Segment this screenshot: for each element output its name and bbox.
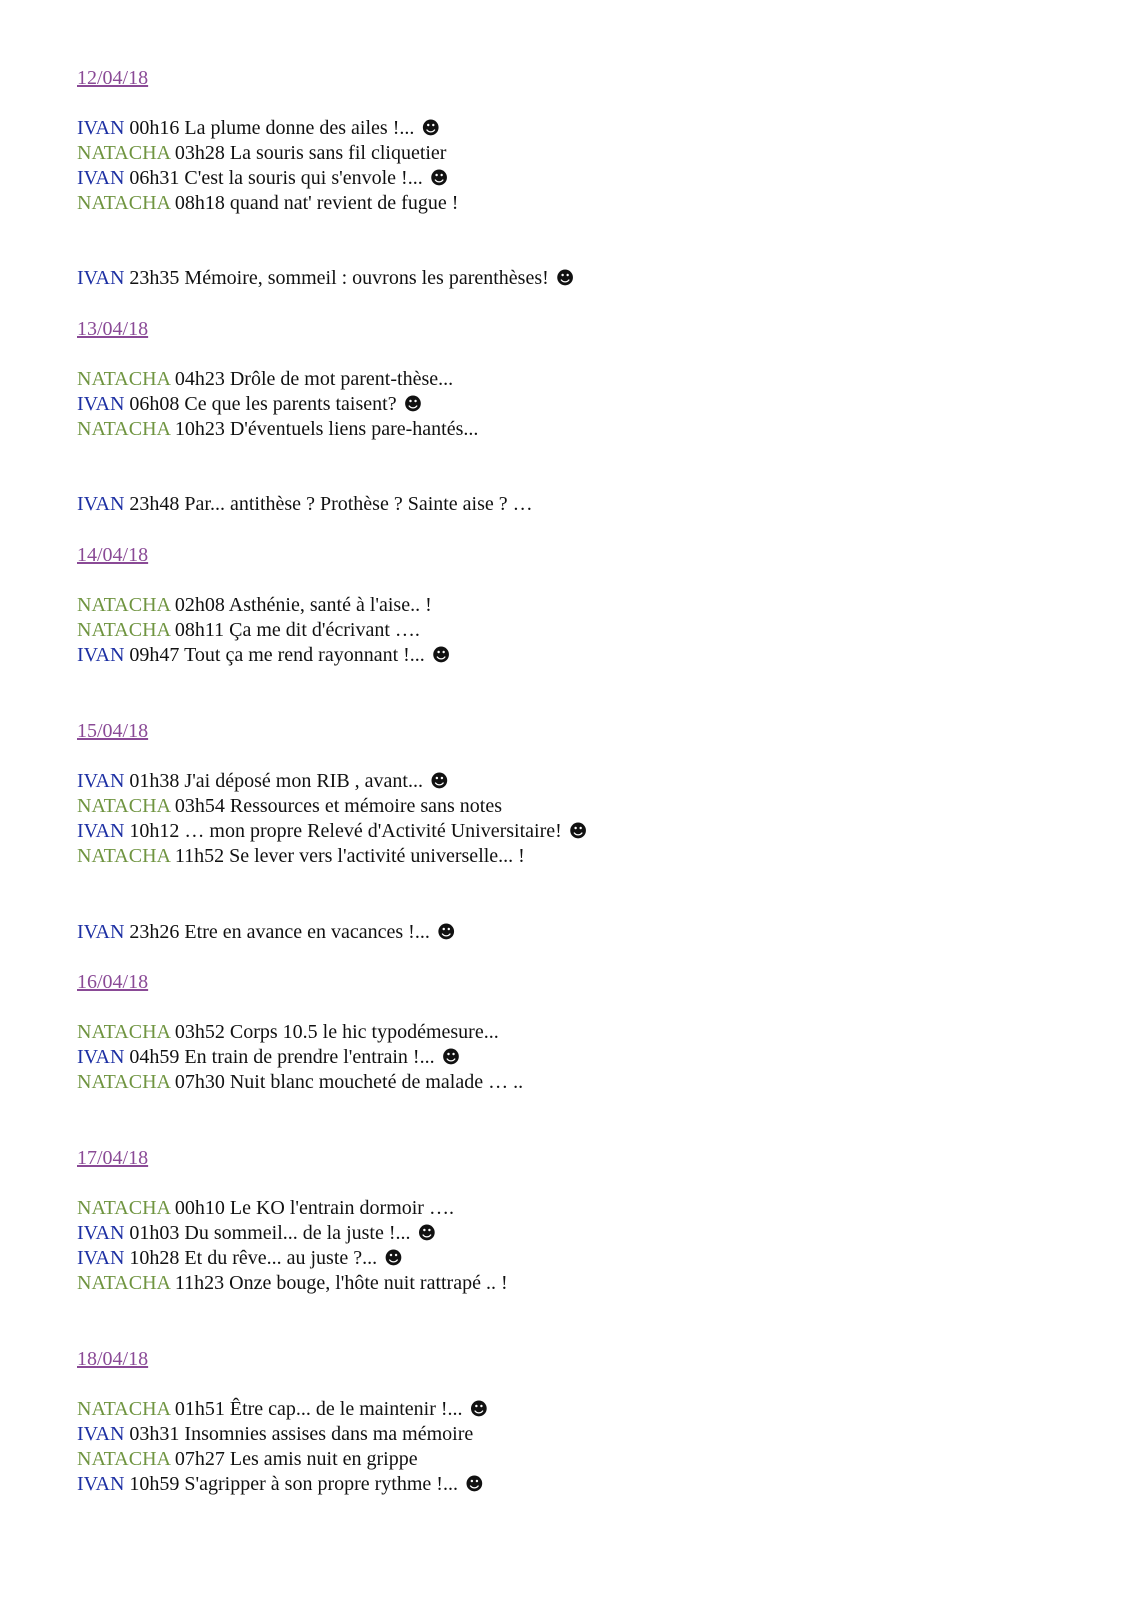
speaker-name: NATACHA <box>77 368 170 390</box>
message-line <box>77 920 456 945</box>
message-line <box>77 1020 499 1044</box>
speaker-name: IVAN <box>77 1473 125 1495</box>
message-line <box>77 1045 460 1070</box>
message-line <box>77 593 432 617</box>
smiley-icon: ☻ <box>431 645 451 666</box>
entry-date: 17/04/18 <box>77 1147 149 1169</box>
entry-date: 15/04/18 <box>77 720 149 742</box>
speaker-name: IVAN <box>77 493 125 515</box>
speaker-name: NATACHA <box>77 594 170 616</box>
message-text: Nuit blanc moucheté de malade … .. <box>229 1071 524 1093</box>
message-text: Par... antithèse ? Prothèse ? Sainte aise ? … <box>184 493 533 515</box>
speaker-name: IVAN <box>77 1046 125 1068</box>
smiley-icon: ☻ <box>469 1399 489 1420</box>
message-line <box>77 1271 508 1295</box>
speaker-name: NATACHA <box>77 795 170 817</box>
message-text: Onze bouge, l'hôte nuit rattrapé .. ! <box>229 1272 508 1294</box>
speaker-name: NATACHA <box>77 142 170 164</box>
message-time: 10h12 <box>129 820 180 842</box>
message-line <box>77 618 420 642</box>
message-text: Etre en avance en vacances !... <box>184 921 430 943</box>
entry-date: 18/04/18 <box>77 1348 149 1370</box>
message-line <box>77 1397 488 1422</box>
message-line <box>77 1422 473 1446</box>
message-text: D'éventuels liens pare-hantés... <box>229 418 479 440</box>
message-text: Du sommeil... de la juste !... <box>184 1222 411 1244</box>
speaker-name: IVAN <box>77 1423 125 1445</box>
smiley-icon: ☻ <box>568 821 588 842</box>
message-line <box>77 1246 403 1271</box>
message-time: 03h52 <box>174 1021 225 1043</box>
speaker-name: NATACHA <box>77 1021 170 1043</box>
smiley-icon: ☻ <box>417 1223 437 1244</box>
message-line <box>77 1221 436 1246</box>
message-line <box>77 417 478 441</box>
entry-date: 14/04/18 <box>77 544 149 566</box>
message-time: 11h23 <box>174 1272 225 1294</box>
message-text: Et du rêve... au juste ?... <box>184 1247 378 1269</box>
message-time: 10h59 <box>129 1473 180 1495</box>
message-text: La plume donne des ailes !... <box>184 117 415 139</box>
speaker-name: NATACHA <box>77 619 170 641</box>
speaker-name: IVAN <box>77 921 125 943</box>
smiley-icon: ☻ <box>436 922 456 943</box>
message-line <box>77 819 588 844</box>
message-line <box>77 266 575 291</box>
message-time: 03h31 <box>129 1423 180 1445</box>
message-text: En train de prendre l'entrain !... <box>184 1046 435 1068</box>
message-text: Asthénie, santé à l'aise.. ! <box>228 594 432 616</box>
message-text: Mémoire, sommeil : ouvrons les parenthèses! <box>184 267 549 289</box>
smiley-icon: ☻ <box>403 394 423 415</box>
smiley-icon: ☻ <box>441 1047 461 1068</box>
message-time: 00h16 <box>129 117 180 139</box>
message-text: La souris sans fil cliquetier <box>229 142 447 164</box>
message-time: 08h11 <box>174 619 225 641</box>
message-time: 01h51 <box>174 1398 225 1420</box>
message-time: 23h48 <box>129 493 180 515</box>
smiley-icon: ☻ <box>429 168 449 189</box>
message-line <box>77 492 533 516</box>
smiley-icon: ☻ <box>421 118 441 139</box>
smiley-icon: ☻ <box>384 1248 403 1269</box>
message-text: quand nat' revient de fugue ! <box>229 192 459 214</box>
message-time: 06h31 <box>129 167 180 189</box>
message-line <box>77 1196 454 1220</box>
message-text: C'est la souris qui s'envole !... <box>184 167 423 189</box>
message-line <box>77 794 502 818</box>
speaker-name: IVAN <box>77 117 125 139</box>
speaker-name: IVAN <box>77 393 125 415</box>
message-time: 23h26 <box>129 921 180 943</box>
entry-date: 13/04/18 <box>77 318 149 340</box>
message-line <box>77 141 446 165</box>
smiley-icon: ☻ <box>464 1474 484 1495</box>
speaker-name: NATACHA <box>77 845 170 867</box>
message-time: 07h30 <box>174 1071 225 1093</box>
message-text: … mon propre Relevé d'Activité Universitaire! <box>184 820 562 842</box>
speaker-name: NATACHA <box>77 1071 170 1093</box>
message-time: 07h27 <box>174 1448 225 1470</box>
message-line <box>77 392 422 417</box>
speaker-name: NATACHA <box>77 1448 170 1470</box>
message-time: 03h54 <box>174 795 225 817</box>
speaker-name: NATACHA <box>77 192 170 214</box>
message-line <box>77 166 448 191</box>
speaker-name: IVAN <box>77 644 125 666</box>
speaker-name: NATACHA <box>77 1197 170 1219</box>
message-line <box>77 769 449 794</box>
message-line <box>77 1447 418 1471</box>
message-line <box>77 367 453 391</box>
message-time: 00h10 <box>174 1197 225 1219</box>
speaker-name: IVAN <box>77 167 125 189</box>
message-time: 04h23 <box>174 368 225 390</box>
message-line <box>77 643 451 668</box>
message-time: 09h47 <box>129 644 180 666</box>
message-line <box>77 116 440 141</box>
entry-date: 16/04/18 <box>77 971 149 993</box>
message-text: Être cap... de le maintenir !... <box>229 1398 463 1420</box>
message-time: 06h08 <box>129 393 180 415</box>
message-text: Se lever vers l'activité universelle... ! <box>229 845 525 867</box>
message-text: Insomnies assises dans ma mémoire <box>184 1423 474 1445</box>
message-time: 01h38 <box>129 770 180 792</box>
message-time: 08h18 <box>174 192 225 214</box>
message-text: Ressources et mémoire sans notes <box>229 795 503 817</box>
message-text: Le KO l'entrain dormoir …. <box>229 1197 454 1219</box>
message-time: 04h59 <box>129 1046 180 1068</box>
message-text: Drôle de mot parent-thèse... <box>229 368 454 390</box>
speaker-name: IVAN <box>77 770 125 792</box>
speaker-name: NATACHA <box>77 1272 170 1294</box>
message-time: 02h08 <box>174 594 225 616</box>
message-line <box>77 191 458 215</box>
speaker-name: NATACHA <box>77 418 170 440</box>
smiley-icon: ☻ <box>555 268 575 289</box>
message-time: 03h28 <box>174 142 225 164</box>
message-text: J'ai déposé mon RIB , avant... <box>184 770 423 792</box>
message-text: S'agripper à son propre rythme !... <box>184 1473 458 1495</box>
message-time: 11h52 <box>174 845 225 867</box>
message-time: 23h35 <box>129 267 180 289</box>
message-text: Ça me dit d'écrivant …. <box>229 619 420 641</box>
message-text: Ce que les parents taisent? <box>184 393 397 415</box>
message-time: 10h23 <box>174 418 225 440</box>
smiley-icon: ☻ <box>430 771 449 792</box>
message-text: Corps 10.5 le hic typodémesure... <box>229 1021 499 1043</box>
entry-date: 12/04/18 <box>77 67 149 89</box>
message-line <box>77 844 525 868</box>
speaker-name: IVAN <box>77 820 125 842</box>
message-line <box>77 1070 523 1094</box>
speaker-name: IVAN <box>77 267 125 289</box>
message-line <box>77 1472 484 1497</box>
message-time: 10h28 <box>129 1247 180 1269</box>
speaker-name: NATACHA <box>77 1398 170 1420</box>
message-text: Tout ça me rend rayonnant !... <box>184 644 425 666</box>
speaker-name: IVAN <box>77 1247 125 1269</box>
speaker-name: IVAN <box>77 1222 125 1244</box>
message-time: 01h03 <box>129 1222 180 1244</box>
message-text: Les amis nuit en grippe <box>229 1448 418 1470</box>
